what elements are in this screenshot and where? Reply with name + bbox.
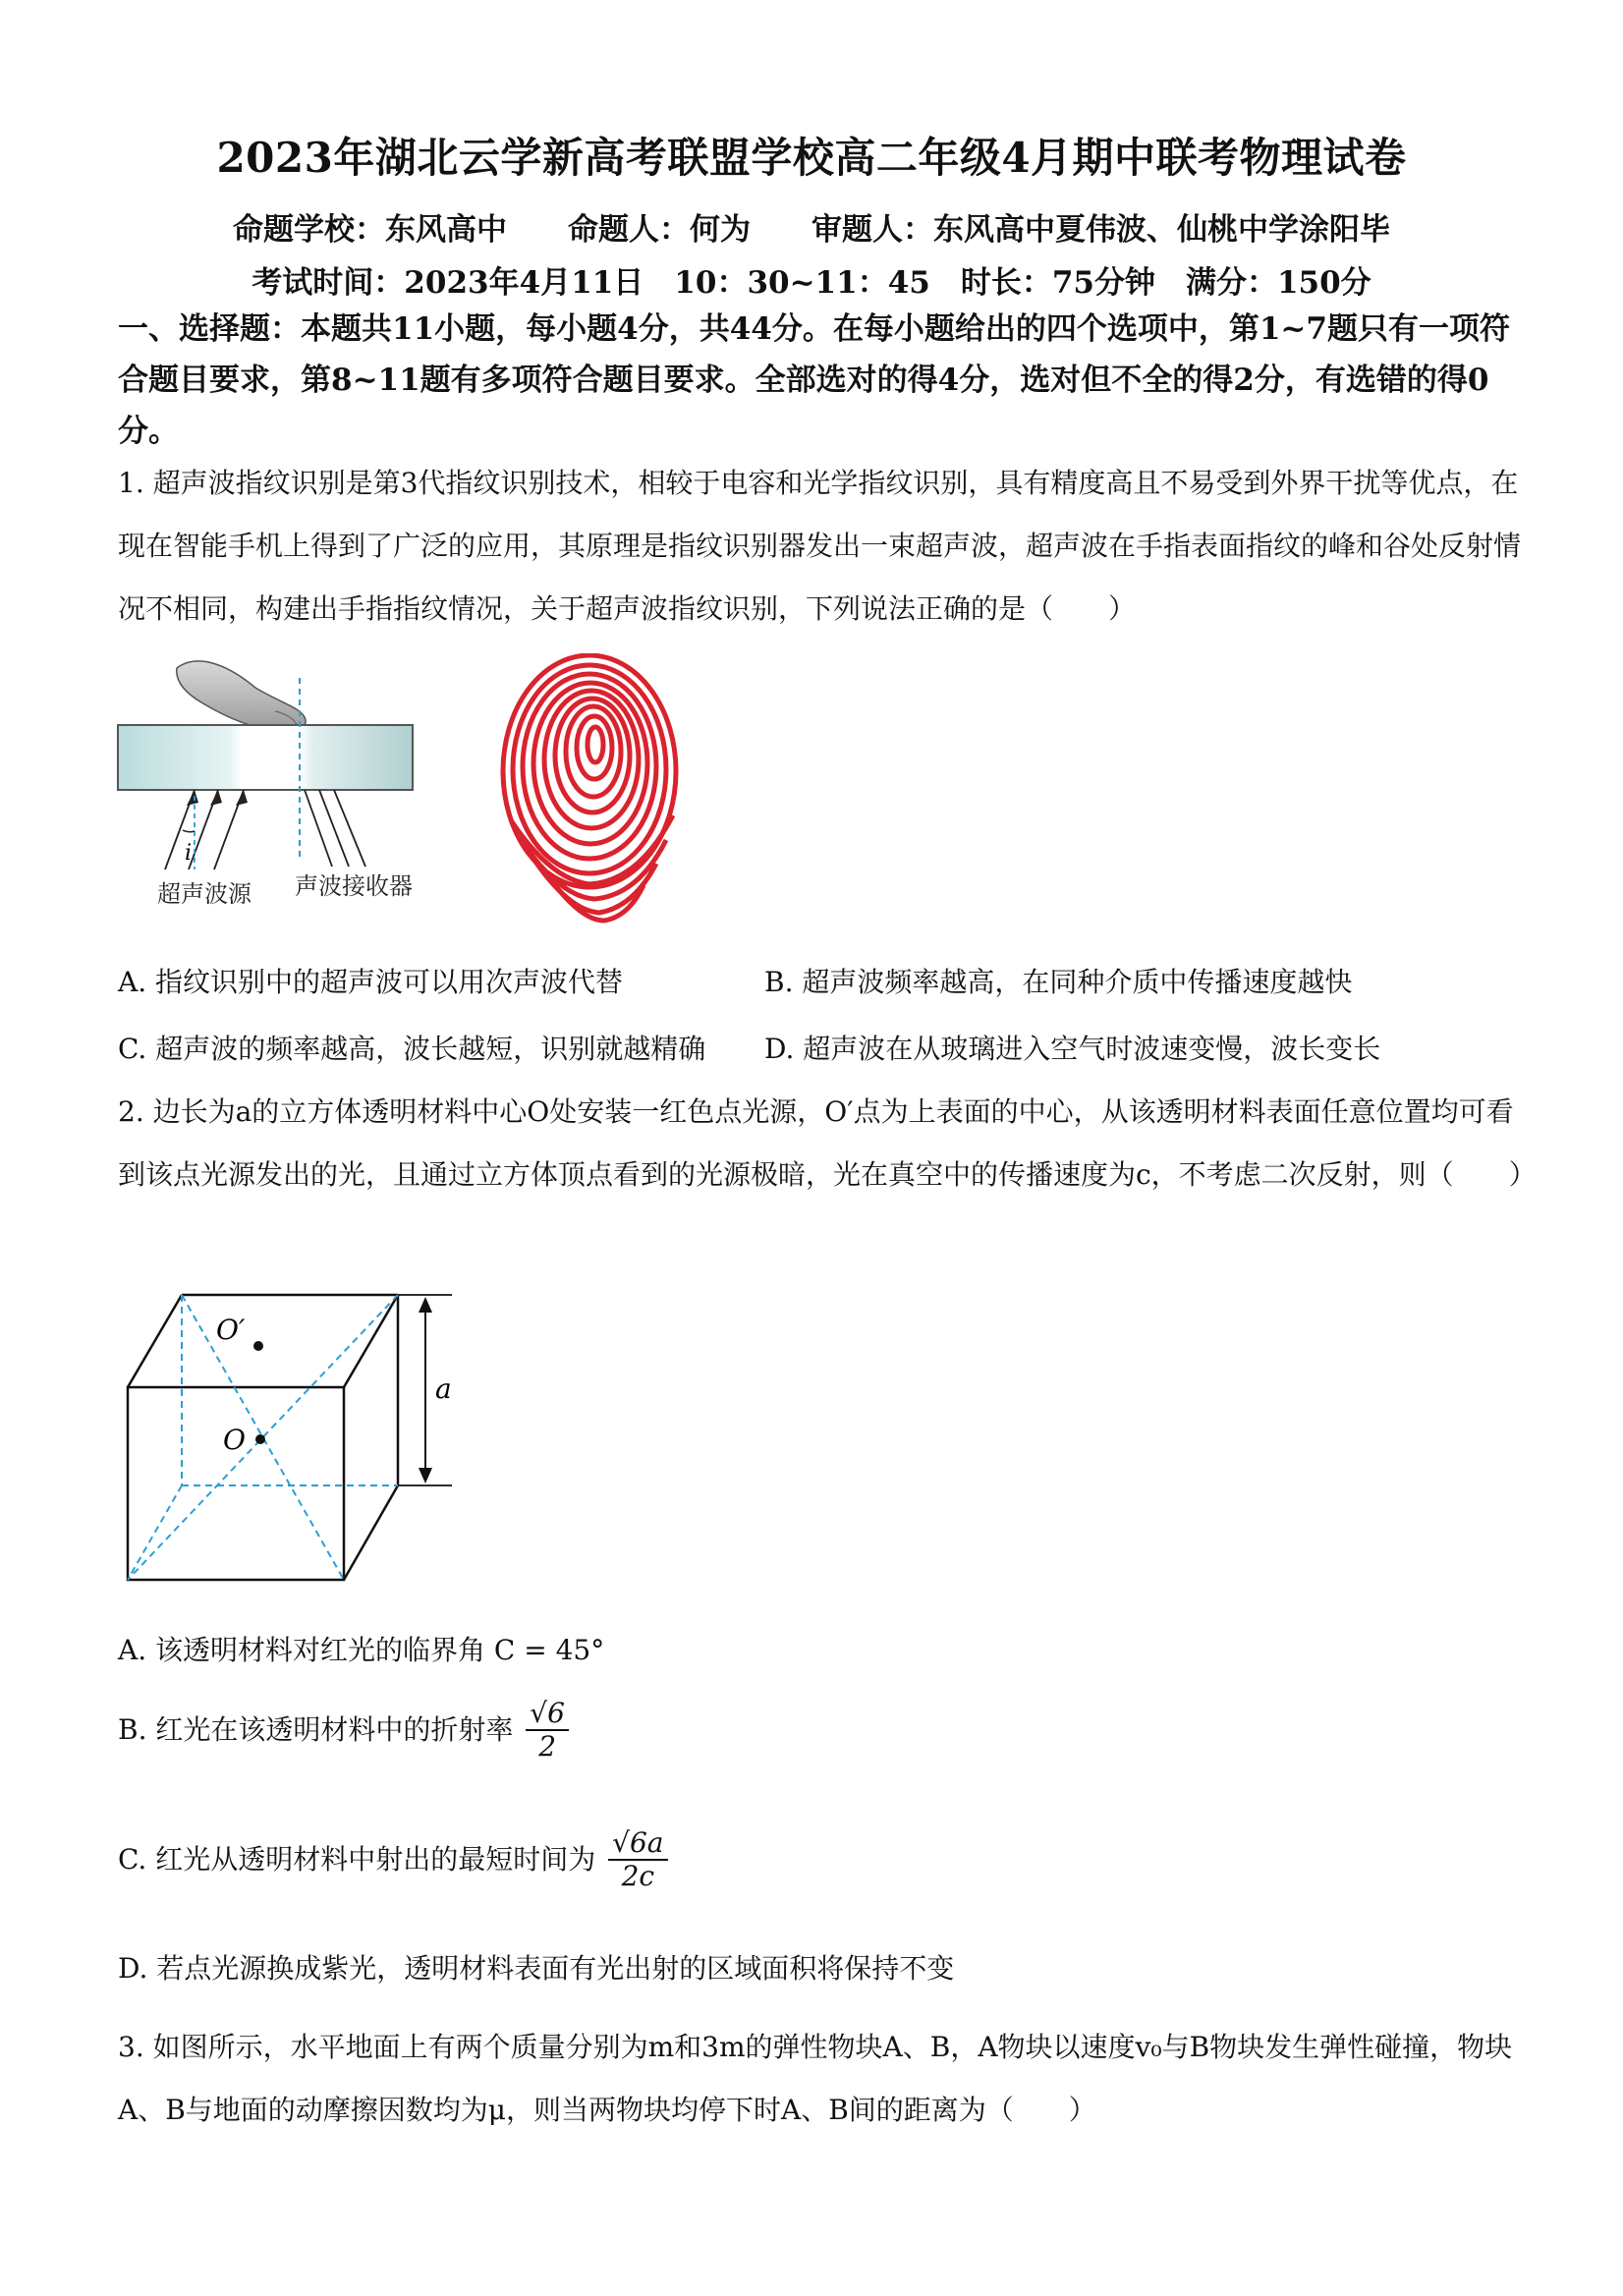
q1-option-c[interactable]: C. 超声波的频率越高，波长越短，识别就越精确 <box>118 1033 706 1065</box>
q1-option-d[interactable]: D. 超声波在从玻璃进入空气时波速变慢，波长变长 <box>764 1033 1381 1065</box>
q2-option-b-prefix: B. 红光在该透明材料中的折射率 <box>118 1713 514 1746</box>
question-3-stem: 3. 如图所示，水平地面上有两个质量分别为m和3m的弹性物块A、B，A物块以速度v₀与B物块发生弹性碰撞，物块A、B与地面的动摩擦因数均为μ，则当两物块均停下时A、B间的距离为（ ） <box>118 2031 1513 2126</box>
label-o: O <box>223 1424 246 1456</box>
q2-option-b[interactable] <box>118 1697 569 1763</box>
ultrasonic-sensor-diagram <box>108 648 462 914</box>
point-o-prime <box>253 1341 263 1351</box>
question-1-stem: 1. 超声波指纹识别是第3代指纹识别技术，相较于电容和光学指纹识别，具有精度高且不易受到外界干扰等优点，在现在智能手机上得到了广泛的应用，其原理是指纹识别器发出一束超声波，超声波在手指表面指纹的峰和谷处反射情况不相同，构建出手指指纹情况，关于超声波指纹识别，下列说法正确的是（ ） <box>118 467 1522 625</box>
ultrasonic-source-label: 超声波源 <box>157 880 252 908</box>
fraction-numerator: √6a <box>608 1829 667 1861</box>
finger-shape <box>177 661 306 731</box>
section-heading: 一、选择题：本题共11小题，每小题4分，共44分。在每小题给出的四个选项中，第1~7题只有一项符合题目要求，第8~11题有多项符合题目要求。全部选对的得4分，选对但不全的得2分，有选错的得0分。 <box>118 311 1510 449</box>
q2-option-c[interactable] <box>118 1826 668 1892</box>
exam-time-line: 考试时间：2023年4月11日 10：30~11：45 时长：75分钟 满分：150分 <box>252 265 1371 301</box>
point-o <box>255 1434 265 1444</box>
fraction-numerator: √6 <box>526 1700 569 1731</box>
label-o-prime: O′ <box>216 1314 246 1346</box>
fraction-sqrt6-over-2 <box>526 1697 569 1763</box>
q1-option-b[interactable]: B. 超声波频率越高，在同种介质中传播速度越快 <box>764 966 1353 998</box>
glass-plate <box>118 725 413 790</box>
question-2-stem: 2. 边长为a的立方体透明材料中心O处安装一红色点光源，O′点为上表面的中心，从该透明材料表面任意位置均可看到该点光源发出的光，且通过立方体顶点看到的光源极暗，光在真空中的传播速度为c，不考虑二次反射，则（ ） <box>118 1095 1537 1191</box>
angle-label-i: i <box>185 841 193 866</box>
fraction-denominator: 2c <box>621 1860 655 1892</box>
fraction-sqrt6a-over-2c <box>608 1826 667 1892</box>
receiver-label: 声波接收器 <box>295 872 413 900</box>
q1-option-a[interactable]: A. 指纹识别中的超声波可以用次声波代替 <box>118 966 624 998</box>
cube-diagram <box>113 1277 467 1592</box>
page-title: 2023年湖北云学新高考联盟学校高二年级4月期中联考物理试卷 <box>216 134 1407 182</box>
cube-front-face <box>128 1387 344 1580</box>
q2-option-c-prefix: C. 红光从透明材料中射出的最短时间为 <box>118 1843 596 1876</box>
fingerprint-image <box>491 653 688 928</box>
exam-authors-line: 命题学校：东风高中 命题人：何为 审题人：东风高中夏伟波、仙桃中学涂阳毕 <box>233 212 1390 248</box>
fraction-denominator: 2 <box>538 1730 557 1763</box>
q2-option-d[interactable]: D. 若点光源换成紫光，透明材料表面有光出射的区域面积将保持不变 <box>118 1952 955 1985</box>
label-a: a <box>435 1372 452 1405</box>
q2-option-a[interactable]: A. 该透明材料对红光的临界角 C = 45° <box>118 1634 605 1666</box>
